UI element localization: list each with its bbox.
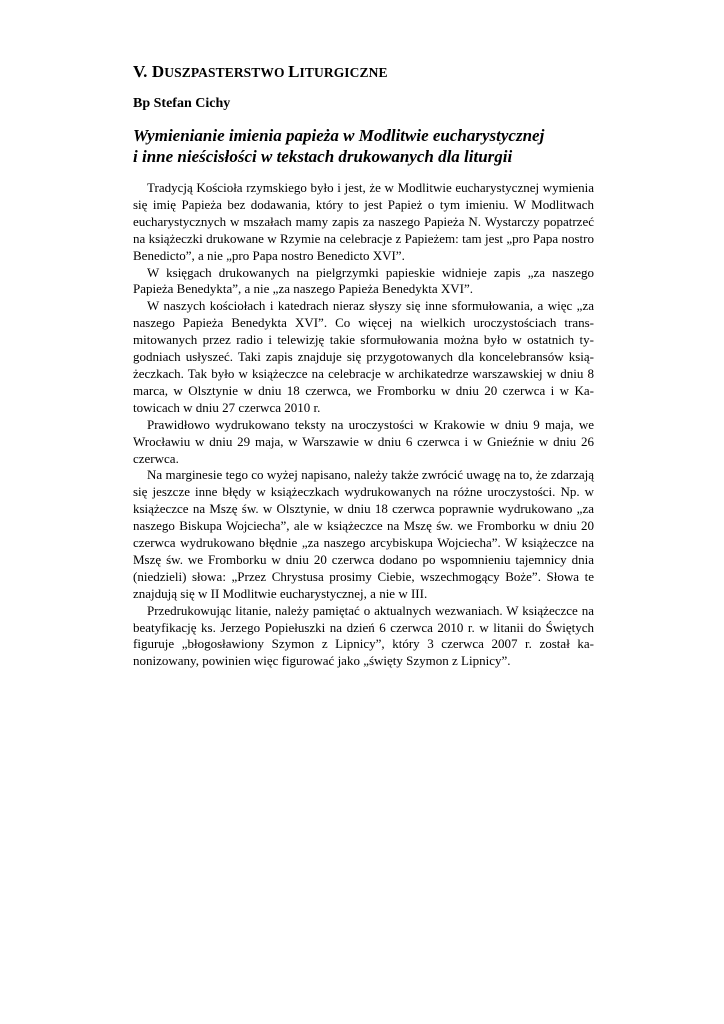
paragraph: Przedrukowując litanie, należy pamiętać o aktualnych wezwaniach. W książeczce na beatyfikację ks. Jerzego Popiełuszki na dzień 6 czerwca 2010 r. w litanii do Świętych figuruje „błogosławiony Szymon z Lipnicy”, który 3 czerwca 2007 r. został kanonizowany, powinien więc figurować jako „święty Szymon z Lipnicy”. bbox=[133, 602, 594, 669]
article-body bbox=[133, 180, 594, 670]
author-name: Bp Stefan Cichy bbox=[133, 96, 231, 111]
paragraph: Prawidłowo wydrukowano teksty na uroczystości w Krakowie w dniu 9 maja, we Wrocławiu w dniu 29 maja, w Warszawie w dniu 6 czerwca i w Gnieźnie w dniu 26 czerwca. bbox=[133, 416, 594, 466]
article-title bbox=[133, 125, 594, 167]
page-content bbox=[133, 60, 594, 670]
section-title bbox=[133, 60, 594, 85]
section-title-part: L bbox=[288, 62, 300, 81]
section-title-part: V. D bbox=[133, 62, 165, 81]
article-title-line: i inne nieścisłości w tekstach drukowanych dla liturgii bbox=[133, 147, 513, 166]
article-title-line: Wymienianie imienia papieża w Modlitwie eucharystycznej bbox=[133, 126, 545, 145]
paragraph: Tradycją Kościoła rzymskiego było i jest, że w Modlitwie eucharystycznej wymienia się imię Papieża bez dodawania, który to jest Papież o tym imieniu. W Modlitwach eucharystycznych w mszałach mamy zapis za naszego Papieża N. Wystarczy popatrzeć na książeczki drukowane w Rzymie na celebracje z Papieżem: tam jest „pro Papa nostro Benedicto”, a nie „pro Papa nostro Benedicto XVI”. bbox=[133, 180, 594, 263]
section-title-part: USZPASTERSTWO bbox=[164, 65, 289, 80]
paragraph: Na marginesie tego co wyżej napisano, należy także zwrócić uwagę na to, że zdarzają się jeszcze inne błędy w książeczkach wydrukowanych na różne uroczystości. Np. w książeczce na Mszę św. w Olsztynie, w dniu 18 czerwca poprawnie wydrukowano „za naszego Biskupa Wojciecha”, ale w książeczce na Mszę św. we Fromborku w dniu 20 czerwca wydrukowano błędnie „za naszego arcybiskupa Wojciecha”. W książeczce na Mszę św. we Fromborku w dniu 20 czerwca dodano po wspomnieniu tajemnicy dnia (niedzieli) słowa: „Przez Chrystusa prosimy Ciebie, wszechmogący Boże”. Słowa te znajdują się w II Modlitwie eucharystycznej, a nie w III. bbox=[133, 467, 594, 601]
section-title-part: ITURGICZNE bbox=[299, 65, 388, 80]
paragraph: W naszych kościołach i katedrach nieraz słyszy się inne sformułowania, a więc „za naszego Papieża Benedykta XVI”. Co więcej na wielkich uroczystościach transmitowanych przez radio i telewizję takie sformułowania można było w ostatnich tygodniach usłyszeć. Taki zapis znajduje się przygotowanych dla koncelebransów książeczkach. Tak było w książeczce na celebracje w archikatedrze warszawskiej w dniu 8 marca, w Olsztynie w dniu 18 czerwca, we Fromborku w dniu 20 czerwca i w Katowicach w dniu 27 czerwca 2010 r. bbox=[133, 298, 594, 415]
paragraph: W księgach drukowanych na pielgrzymki papieskie widnieje zapis „za naszego Papieża Benedykta”, a nie „za naszego Papieża Benedykta XVI”. bbox=[133, 264, 594, 297]
